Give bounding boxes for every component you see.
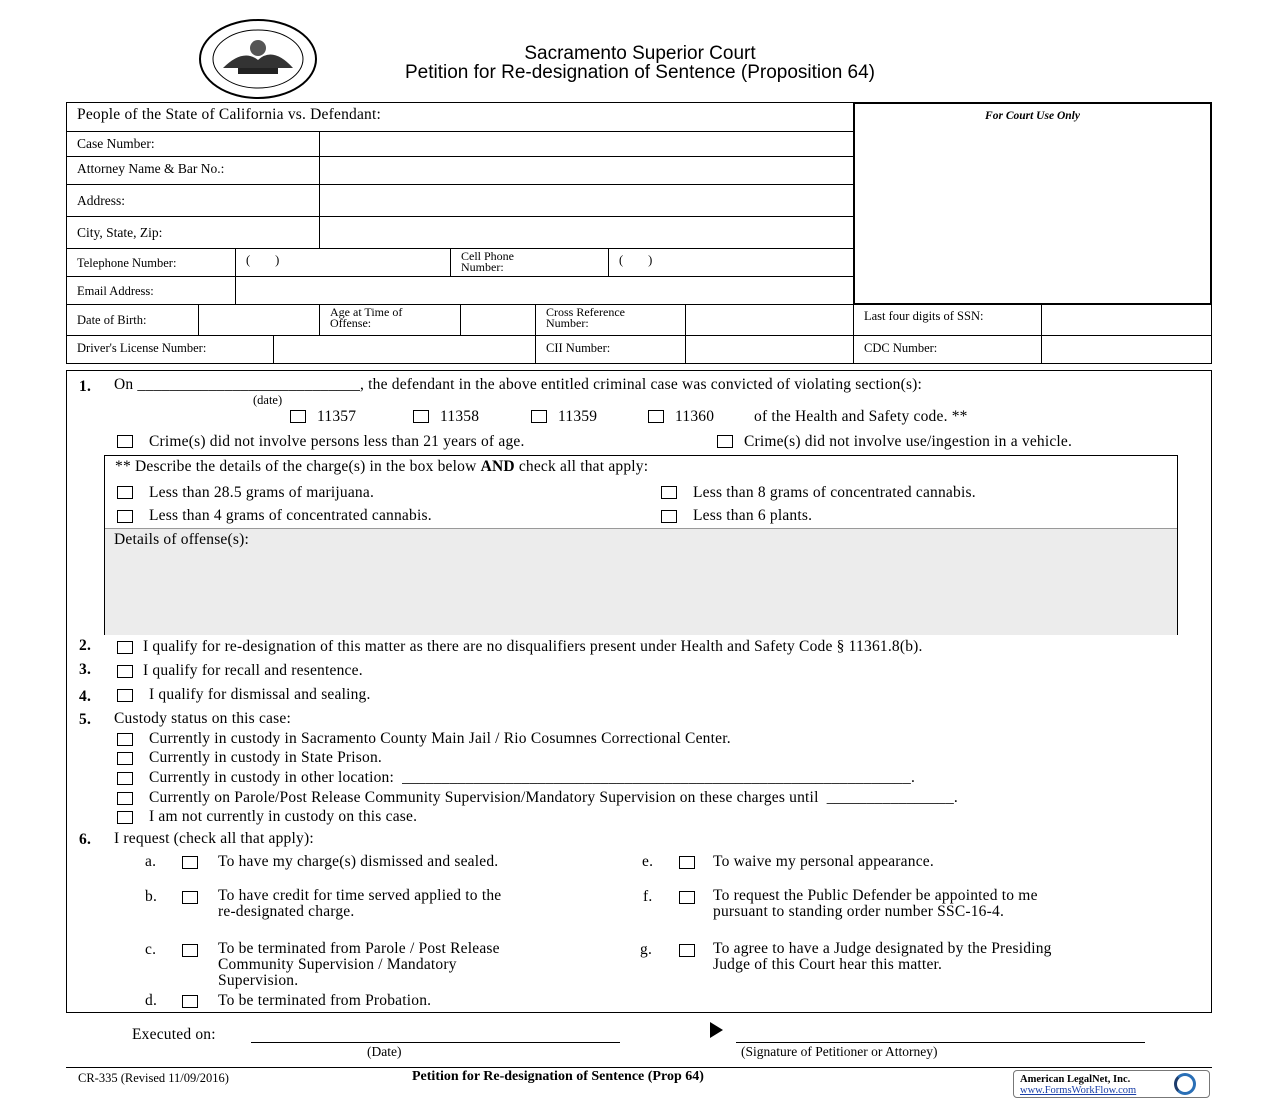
opt-8g-checkbox[interactable] bbox=[661, 486, 677, 499]
section-11358-label: 11358 bbox=[440, 408, 480, 425]
item5-label: Custody status on this case: bbox=[114, 710, 291, 727]
form-number: CR-335 (Revised 11/09/2016) bbox=[78, 1071, 229, 1085]
request-a-label: To have my charge(s) dismissed and sealed. bbox=[218, 853, 499, 870]
telephone-field[interactable]: ( ) bbox=[246, 253, 280, 267]
opt-4g-checkbox[interactable] bbox=[117, 510, 133, 523]
custody-other-label: Currently in custody in other location: ________________________________________________________________. bbox=[149, 769, 916, 786]
people-vs-label: People of the State of California vs. Defendant: bbox=[77, 106, 382, 123]
custody-other-checkbox[interactable] bbox=[117, 772, 133, 785]
cross-ref-field[interactable] bbox=[686, 305, 852, 334]
ssn-label: Last four digits of SSN: bbox=[864, 309, 984, 323]
opt-8g-label: Less than 8 grams of concentrated cannabis. bbox=[693, 484, 976, 501]
cell-phone-field[interactable]: ( ) bbox=[619, 253, 653, 267]
form-title: Petition for Re-designation of Sentence (Proposition 64) bbox=[405, 62, 875, 83]
details-textarea[interactable] bbox=[105, 528, 1177, 635]
request-d-label: To be terminated from Probation. bbox=[218, 992, 432, 1009]
court-seal bbox=[198, 18, 320, 100]
request-e-label: To waive my personal appearance. bbox=[713, 853, 934, 870]
vendor-badge[interactable] bbox=[1013, 1070, 1210, 1098]
opt-4g-label: Less than 4 grams of concentrated cannabis. bbox=[149, 507, 432, 524]
request-a-checkbox[interactable] bbox=[182, 856, 198, 869]
email-label: Email Address: bbox=[77, 284, 154, 298]
email-field[interactable] bbox=[236, 277, 852, 303]
item1-text: On ____________________________, the defendant in the above entitled criminal case was convicted of violating section(s): bbox=[114, 376, 923, 393]
age-label: Age at Time of Offense: bbox=[330, 305, 403, 330]
age-field[interactable] bbox=[461, 305, 534, 334]
request-a-letter: a. bbox=[145, 853, 157, 870]
custody-prison-label: Currently in custody in State Prison. bbox=[149, 749, 382, 766]
court-use-label: For Court Use Only bbox=[985, 110, 1080, 122]
opt-plants-checkbox[interactable] bbox=[661, 510, 677, 523]
executed-label: Executed on: bbox=[132, 1026, 216, 1043]
court-use-box bbox=[853, 102, 1212, 305]
request-c-letter: c. bbox=[145, 941, 157, 958]
item4-checkbox[interactable] bbox=[117, 689, 133, 702]
ssn-field[interactable] bbox=[1042, 305, 1211, 334]
item4-text: I qualify for dismissal and sealing. bbox=[149, 686, 371, 703]
details-label: Details of offense(s): bbox=[114, 531, 249, 548]
cdc-label: CDC Number: bbox=[864, 341, 938, 355]
request-c-checkbox[interactable] bbox=[182, 944, 198, 957]
request-e-checkbox[interactable] bbox=[679, 856, 695, 869]
telephone-label: Telephone Number: bbox=[77, 256, 177, 270]
item4-number: 4. bbox=[79, 688, 92, 705]
cross-ref-label: Cross Reference Number: bbox=[546, 305, 625, 330]
request-e-letter: e. bbox=[642, 853, 654, 870]
opt-plants-label: Less than 6 plants. bbox=[693, 507, 813, 524]
signature-caption: (Signature of Petitioner or Attorney) bbox=[741, 1044, 938, 1059]
request-b-label: To have credit for time served applied to the re-designated charge. bbox=[218, 887, 502, 920]
item6-number: 6. bbox=[79, 831, 92, 848]
dob-field[interactable] bbox=[199, 305, 318, 334]
city-state-zip-field[interactable] bbox=[320, 217, 852, 247]
request-g-label: To agree to have a Judge designated by the Presiding Judge of this Court hear this matter. bbox=[713, 940, 1052, 973]
section-11359-checkbox[interactable] bbox=[531, 410, 547, 423]
city-state-zip-label: City, State, Zip: bbox=[77, 225, 163, 240]
request-g-checkbox[interactable] bbox=[679, 944, 695, 957]
section-11358-checkbox[interactable] bbox=[413, 410, 429, 423]
cdc-field[interactable] bbox=[1042, 336, 1211, 363]
case-number-field[interactable] bbox=[320, 132, 852, 155]
item2-checkbox[interactable] bbox=[117, 641, 133, 654]
request-b-checkbox[interactable] bbox=[182, 891, 198, 904]
item1-date-label: (date) bbox=[253, 393, 283, 407]
request-f-checkbox[interactable] bbox=[679, 891, 695, 904]
attorney-field[interactable] bbox=[320, 157, 852, 183]
item3-number: 3. bbox=[79, 661, 92, 678]
describe-label: ** Describe the details of the charge(s) in the box below AND check all that apply: bbox=[115, 458, 649, 475]
arrow-icon bbox=[710, 1022, 723, 1038]
request-f-letter: f. bbox=[643, 888, 653, 905]
dl-label: Driver's License Number: bbox=[77, 341, 207, 355]
hs-code-label: of the Health and Safety code. ** bbox=[754, 408, 968, 425]
request-d-letter: d. bbox=[145, 992, 158, 1009]
custody-county-label: Currently in custody in Sacramento County Main Jail / Rio Cosumnes Correctional Center. bbox=[149, 730, 731, 747]
crime-vehicle-label: Crime(s) did not involve use/ingestion in a vehicle. bbox=[744, 433, 1073, 450]
address-label: Address: bbox=[77, 193, 125, 208]
custody-prison-checkbox[interactable] bbox=[117, 752, 133, 765]
item3-text: I qualify for recall and resentence. bbox=[143, 662, 363, 679]
dob-label: Date of Birth: bbox=[77, 313, 147, 327]
vendor-name: American LegalNet, Inc. bbox=[1020, 1074, 1131, 1085]
cii-field[interactable] bbox=[686, 336, 852, 363]
request-g-letter: g. bbox=[640, 941, 653, 958]
crime-minors-label: Crime(s) did not involve persons less than 21 years of age. bbox=[149, 433, 525, 450]
item2-number: 2. bbox=[79, 637, 92, 654]
crime-vehicle-checkbox[interactable] bbox=[717, 435, 733, 448]
item5-number: 5. bbox=[79, 711, 92, 728]
opt-marijuana-label: Less than 28.5 grams of marijuana. bbox=[149, 484, 375, 501]
dl-field[interactable] bbox=[274, 336, 534, 363]
footer-title: Petition for Re-designation of Sentence (Prop 64) bbox=[412, 1069, 704, 1084]
attorney-label: Attorney Name & Bar No.: bbox=[77, 161, 225, 176]
custody-parole-checkbox[interactable] bbox=[117, 792, 133, 805]
custody-parole-label: Currently on Parole/Post Release Community Supervision/Mandatory Supervision on these charges until ________________. bbox=[149, 789, 958, 806]
signature-field[interactable] bbox=[736, 1026, 1145, 1043]
section-11360-checkbox[interactable] bbox=[648, 410, 664, 423]
custody-none-label: I am not currently in custody on this case. bbox=[149, 808, 418, 825]
address-field[interactable] bbox=[320, 185, 852, 215]
request-c-label: To be terminated from Parole / Post Release Community Supervision / Mandatory Supervision. bbox=[218, 940, 500, 989]
custody-county-checkbox[interactable] bbox=[117, 733, 133, 746]
vendor-url: www.FormsWorkFlow.com bbox=[1020, 1085, 1137, 1096]
executed-date-caption: (Date) bbox=[367, 1044, 402, 1059]
opt-marijuana-checkbox[interactable] bbox=[117, 486, 133, 499]
section-11359-label: 11359 bbox=[558, 408, 598, 425]
executed-date-field[interactable] bbox=[251, 1026, 620, 1043]
item1-number: 1. bbox=[79, 378, 92, 395]
custody-none-checkbox[interactable] bbox=[117, 811, 133, 824]
item3-checkbox[interactable] bbox=[117, 665, 133, 678]
request-f-label: To request the Public Defender be appointed to me pursuant to standing order number SSC-16-4. bbox=[713, 887, 1038, 920]
request-b-letter: b. bbox=[145, 888, 158, 905]
request-d-checkbox[interactable] bbox=[182, 995, 198, 1008]
item6-label: I request (check all that apply): bbox=[114, 830, 314, 847]
cell-phone-label: Cell Phone Number: bbox=[461, 249, 514, 274]
case-number-label: Case Number: bbox=[77, 136, 155, 151]
item2-text: I qualify for re-designation of this matter as there are no disqualifiers present under Health and Safety Code § 11361.8(b). bbox=[143, 638, 923, 655]
cii-label: CII Number: bbox=[546, 341, 611, 355]
section-11357-label: 11357 bbox=[317, 408, 357, 425]
section-11357-checkbox[interactable] bbox=[290, 410, 306, 423]
crime-minors-checkbox[interactable] bbox=[117, 435, 133, 448]
section-11360-label: 11360 bbox=[675, 408, 715, 425]
globe-icon bbox=[1174, 1073, 1196, 1095]
court-name: Sacramento Superior Court bbox=[524, 43, 756, 64]
